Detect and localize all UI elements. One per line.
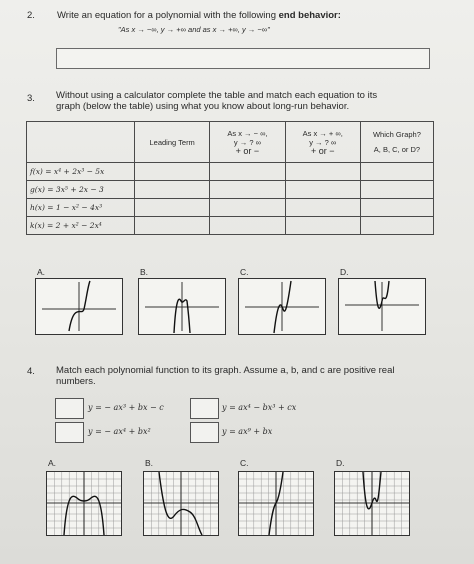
header-which-graph	[360, 122, 433, 163]
q4-graph-label-d: D.	[336, 458, 345, 468]
row-f-leading-input[interactable]	[135, 163, 210, 181]
header-leading-term: Leading Term	[135, 122, 210, 163]
row-g-graph-input[interactable]	[360, 181, 433, 199]
q4-graph-label-c: C.	[240, 458, 249, 468]
q3-graph-c[interactable]	[238, 278, 326, 335]
table-row-g	[27, 181, 434, 199]
table-row-k	[27, 217, 434, 235]
header-left-line-2: y → ? ∞	[233, 137, 261, 147]
table-row-f	[27, 163, 434, 181]
row-k-graph-input[interactable]	[360, 217, 433, 235]
row-k-leading-input[interactable]	[135, 217, 210, 235]
question-4-prompt	[56, 365, 395, 387]
end-behavior-table	[26, 121, 434, 235]
row-f-function: f(x) = x⁴ + 2x³ − 5x	[27, 163, 135, 181]
question-2-end-behavior: "As x → −∞, y → +∞ and as x → +∞, y → −∞"	[118, 25, 270, 34]
header-right-line-1: As x → + ∞,	[302, 128, 343, 138]
table-header-row	[27, 122, 434, 163]
header-right-line-3: + or −	[310, 145, 335, 156]
match-box-2[interactable]	[55, 422, 84, 443]
q3-graph-label-b: B.	[140, 267, 149, 277]
q3-graph-label-c: C.	[240, 267, 249, 277]
question-2-prompt-bold: end behavior:	[278, 10, 341, 21]
row-f-left-input[interactable]	[210, 163, 285, 181]
header-which-line-2: A, B, C, or D?	[373, 145, 421, 154]
q4-graph-c[interactable]	[238, 471, 314, 536]
q4-graph-label-a: A.	[48, 458, 57, 468]
question-4-number: 4.	[27, 366, 35, 377]
question-2-number: 2.	[27, 10, 35, 21]
header-right-behavior	[285, 122, 360, 163]
header-left-line-1: As x → − ∞,	[227, 128, 268, 138]
question-4-line-1: Match each polynomial function to its graph. Assume a, b, and c are positive real	[56, 365, 395, 376]
q4-graph-label-b: B.	[145, 458, 154, 468]
row-g-right-input[interactable]	[285, 181, 360, 199]
question-2-answer-box[interactable]	[56, 48, 430, 69]
question-3-number: 3.	[27, 93, 35, 104]
header-left-behavior	[210, 122, 285, 163]
header-blank	[27, 122, 135, 163]
match-box-3[interactable]	[190, 398, 219, 419]
q3-graph-label-d: D.	[340, 267, 349, 277]
row-h-leading-input[interactable]	[135, 199, 210, 217]
header-right-line-2: y → ? ∞	[309, 137, 337, 147]
row-g-leading-input[interactable]	[135, 181, 210, 199]
row-f-graph-input[interactable]	[360, 163, 433, 181]
q4-graph-b[interactable]	[143, 471, 219, 536]
q3-graph-b[interactable]	[138, 278, 226, 335]
question-2-prompt-text: Write an equation for a polynomial with the following	[57, 10, 276, 21]
equation-4: y = ax⁹ + bx	[222, 427, 273, 436]
equation-3: y = ax⁴ − bx³ + cx	[222, 403, 297, 412]
q3-graph-d[interactable]	[338, 278, 426, 335]
match-box-4[interactable]	[190, 422, 219, 443]
row-g-function: g(x) = 3x⁵ + 2x − 3	[27, 181, 135, 199]
row-k-right-input[interactable]	[285, 217, 360, 235]
question-2-prompt	[57, 10, 341, 21]
equation-2: y = − ax⁴ + bx²	[88, 427, 151, 436]
equation-1: y = − ax³ + bx − c	[88, 403, 164, 412]
row-h-right-input[interactable]	[285, 199, 360, 217]
header-left-line-3: + or −	[235, 145, 260, 156]
q4-graph-d[interactable]	[334, 471, 410, 536]
row-h-left-input[interactable]	[210, 199, 285, 217]
question-4-line-2: numbers.	[56, 376, 96, 387]
question-3-line-1: Without using a calculator complete the table and match each equation to its	[56, 90, 378, 101]
row-k-function: k(x) = 2 + x² − 2x⁴	[27, 217, 135, 235]
row-h-graph-input[interactable]	[360, 199, 433, 217]
row-h-function: h(x) = 1 − x² − 4x³	[27, 199, 135, 217]
q3-graph-label-a: A.	[37, 267, 46, 277]
match-box-1[interactable]	[55, 398, 84, 419]
q3-graph-a[interactable]	[35, 278, 123, 335]
table-row-h	[27, 199, 434, 217]
question-3-prompt	[56, 90, 377, 112]
row-f-right-input[interactable]	[285, 163, 360, 181]
row-k-left-input[interactable]	[210, 217, 285, 235]
header-which-line-1: Which Graph?	[372, 130, 421, 139]
row-g-left-input[interactable]	[210, 181, 285, 199]
question-3-line-2: graph (below the table) using what you know about long-run behavior.	[56, 101, 350, 112]
q4-graph-a[interactable]	[46, 471, 122, 536]
